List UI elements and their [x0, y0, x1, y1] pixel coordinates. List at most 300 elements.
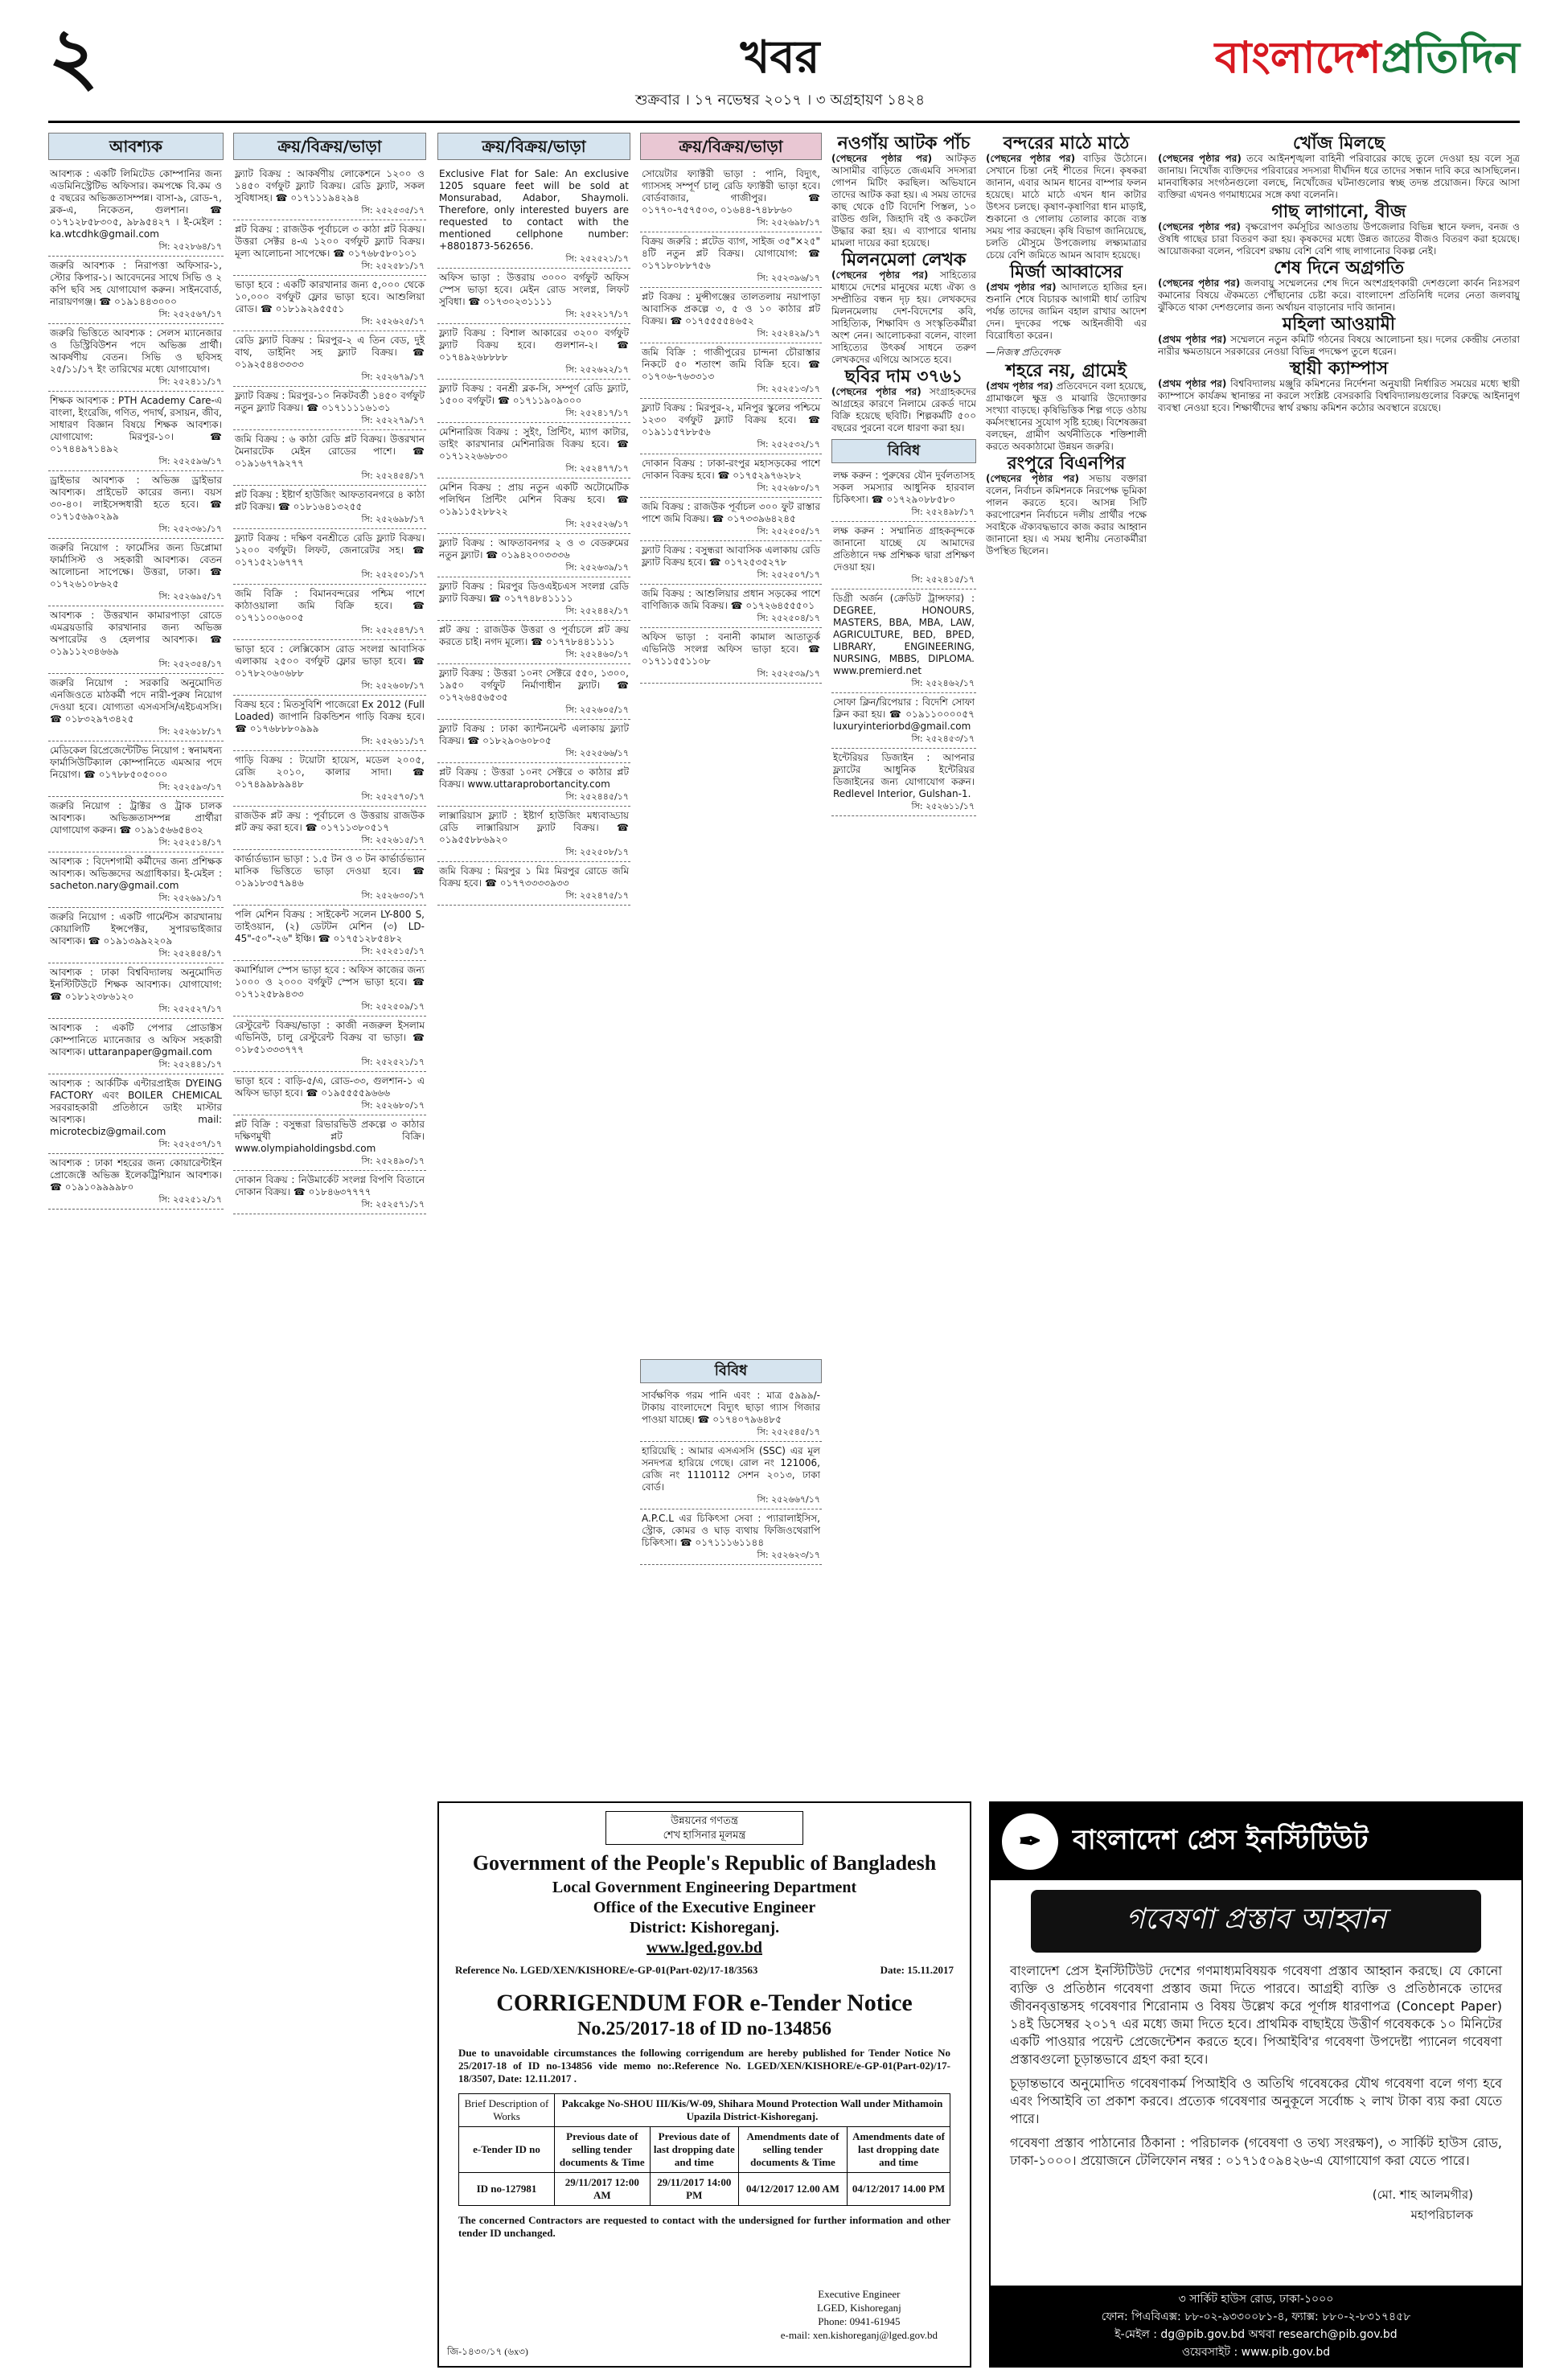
ad-text: আবশ্যক : বিদেশগামী কর্মীদের জন্য প্রশিক্ষক আবশ্যক। অভিজ্ঞদের অগ্রাধিকার। ই-মেইল : sacheton.nary@gmail.com — [50, 856, 222, 891]
ad-code: সি: ২৫২৬৯১/১৭ — [158, 893, 222, 903]
slogan-line-2: শেখ হাসিনার মূলমন্ত্র — [663, 1829, 746, 1841]
classified-ad — [233, 430, 426, 486]
classified-ad — [233, 387, 426, 430]
ad-text: প্লট বিক্রয় : মুন্সীগঞ্জের তালতলায় নয়াপাড়া আবাসিক প্রকল্পে ৩, ৫ ও ১০ কাঠার প্লট বিক্রয়। ☎ ০১৭৫৫৫৫৪৬৫২ — [642, 291, 820, 327]
ad-code: সি: ২৫২৬২৫/১৭ — [361, 316, 425, 327]
article-gach: বৃক্ষরোপণ কর্মসূচির আওতায় উপজেলার বিভিন্ন স্থানে ফলদ, বনজ ও ঔষধি গাছের চারা বিতরণ করা হয়। কৃষকদের মধ্যে উন্নত জাতের বীজও বিতরণ করা হয়েছে। আয়োজকরা বলেন, পরিবেশ রক্ষায় বেশি বেশি গাছ লাগানোর বিকল্প নেই। — [1158, 221, 1520, 257]
ad-text: ফ্ল্যাট বিক্রয় : মিরপুর ডিওএইচএস সংলগ্ন রেডি ফ্ল্যাট বিক্রয়। ☎ ০১৭৭৪৮৪১১১১ — [439, 581, 629, 604]
ad-code: সি: ২৫২৬১১/১৭ — [361, 736, 425, 746]
masthead-rule — [48, 121, 1520, 123]
ad-text: জরুরি নিয়োগ : একটি গার্মেন্টস কারখানায় কোয়ালিটি ইন্সপেক্টর, সুপারভাইজার আবশ্যক। ☎ ০১৯১৩৯৯২২০৯ — [50, 911, 222, 947]
ad-text: ফ্ল্যাট বিক্রয় : বনশ্রী ব্লক-সি, সম্পূর্ণ রেডি ফ্ল্যাট, ১৫০০ বর্গফুট। ☎ ০১৭১১৯০৯০০০ — [439, 383, 629, 406]
ad-code: সি: ২৫২৫৯৬/১৭ — [158, 456, 222, 466]
classified-ad — [233, 331, 426, 387]
ad-text: রাজউক প্লট ক্রয় : পূর্বাচলে ও উত্তরায় রাজউক প্লট ক্রয় করা হবে। ☎ ০১৭১১৩৮০৫১৭ — [235, 810, 425, 833]
classified-ad — [831, 522, 976, 589]
ad-text: অফিস ভাড়া : উত্তরায় ৩০০০ বর্গফুট অফিস স্পেস ভাড়া হবে। মেইন রোড সংলগ্ন, লিফট সুবিধা। ☎ ০১৭৩০২৩১১১১ — [439, 272, 629, 307]
ad-code: সি: ২৫২৫২৬/১৭ — [565, 519, 629, 529]
ad-text: আবশ্যক : ঢাকা শহরের জন্য কোয়ারেন্টাইন প্রোজেক্টে অভিজ্ঞ ইলেকট্রিশিয়ান আবশ্যক। ☎ ০১৯১০৯৯৯৯৮০ — [50, 1157, 222, 1193]
classified-ad — [233, 696, 426, 751]
ad-text: লক্ষ করুন : পুরুষের যৌন দুর্বলতাসহ সকল সমস্যার আধুনিক হারবাল চিকিৎসা। ☎ ০১৭২৯০৮৮৫৮০ — [833, 470, 975, 505]
ad-text: জরুরি ভিত্তিতে আবশ্যক : সেলস ম্যানেজার ও ডিস্ট্রিবিউশন পদে অভিজ্ঞ প্রার্থী। আকর্ষণীয় বেতন। সিভি ও ছবিসহ ২৫/১১/১৭ ইং তারিখের মধ্যে যোগাযোগ। — [50, 327, 222, 375]
ad-text: প্লট বিক্রয় : উত্তরা ১০নং সেক্টরে ৩ কাঠার প্লট বিক্রয়। www.uttaraprobortancity.com — [439, 766, 629, 790]
section-title: খবর — [740, 31, 820, 84]
table-header: Amendments date of selling tender documents & Time — [739, 2127, 848, 2173]
ad-code: সি: ২৫২৫১২/১৭ — [158, 1194, 222, 1205]
ad-text: আবশ্যক : আর্কটিক এন্টারপ্রাইজ DYEING FACTORY এবং BOILER CHEMICAL সরবরাহকারী প্রতিষ্ঠানে ডাইং মাস্টার আবশ্যক। mail: microtecbiz@gmail.com — [50, 1078, 222, 1137]
classified-ad — [640, 628, 822, 684]
ad-code: সি: ২৫২৪৭৫/১৭ — [565, 890, 629, 901]
classified-ad — [233, 1115, 426, 1171]
ad-text: ডিগ্রী অর্জন (ক্রেডিট ট্রান্সফার) : DEGREE, HONOURS, MASTERS, BBA, MBA, LAW, AGRICULTURE, BED, BPED, LIBRARY, ENGINEERING, NURSING, MBBS, DIPLOMA. www.premierd.net — [833, 593, 975, 676]
article-chobi: সংগ্রাহকদের আগ্রহের কারণে নিলামে রেকর্ড দামে বিক্রি হয়েছে ছবিটি। শিল্পকর্মটি ৫০০ বছরের পুরনো বলে ধারণা করা হয়। — [831, 386, 976, 433]
ad-code: সি: ২৫২৬৩৯/১৭ — [565, 562, 629, 573]
slogan-line-1: উন্নয়নের গণতন্ত্র — [671, 1814, 738, 1826]
dept-title: Local Government Engineering Department — [552, 1879, 857, 1896]
ad-code: সি: ২৫২৪৯০/১৭ — [361, 1156, 425, 1166]
article-boro-math: বাড়ির উঠোনে। সেখানে চিন্তা নেই শীতের দিনে। কৃষকরা জানান, এবার আমন ধানের বাম্পার ফলন হয়েছে। মাঠে মাঠে এখন ধান কাটার উৎসব চলছে। কৃষাণ-কৃষাণিরা ধান মাড়াই, শুকানো ও গোলায় তোলার কাজে ব্যস্ত সময় পার করছেন। কৃষি বিভাগ জানিয়েছে, চলতি মৌসুমে উপজেলায় লক্ষ্যমাত্রার চেয়ে বেশি জমিতে আমন আবাদ হয়েছে। — [986, 153, 1147, 261]
classified-ad — [233, 276, 426, 331]
logo-part2: প্রতিদিন — [1381, 31, 1520, 83]
pib-paragraph-3: গবেষণা প্রস্তাব পাঠানোর ঠিকানা : পরিচালক (গবেষণা ও তথ্য সংরক্ষণ), ৩ সার্কিট হাউস রোড, ঢাকা-১০০০। প্রয়োজনে টেলিফোন নম্বর : ০১৭১৫০৯৪২৬-এ যোগাযোগ করা যেতে পারে। — [1010, 2135, 1502, 2168]
ad-code: সি: ২৫২২১৭/১৭ — [565, 309, 629, 319]
classified-ad — [48, 324, 224, 392]
ad-text: লক্ষ করুন : সম্মানিত গ্রাহকবৃন্দকে জানানো যাচ্ছে যে আমাদের প্রতিষ্ঠানে দক্ষ প্রশিক্ষক দ্বারা প্রশিক্ষণ দেওয়া হয়। — [833, 525, 975, 573]
table-header: Amendments date of last dropping date and time — [848, 2127, 950, 2173]
ad-text: ফ্ল্যাট বিক্রয় : আফতাবনগর ২ ও ৩ বেডরুমের নতুন ফ্ল্যাট। ☎ ০১৯৪২০০৩৩৩৬ — [439, 537, 629, 561]
article-mirza: আদালতে হাজির হন। শুনানি শেষে বিচারক আগামী ধার্য তারিখ পর্যন্ত তাদের জামিন বহাল রাখার আদেশ দেন। দুদকের পক্ষে আইনজীবী এর বিরোধিতা করেন। — [986, 281, 1147, 341]
article-naogaon: আটকৃত আসামীর বাড়িতে জেএমবি সদস্যরা গোপন মিটিং করছিল। অভিযানে তাদের আটক করা হয়। এ সময় তাদের কাছ থেকে ৫টি বিদেশি পিস্তল, ১০ রাউন্ড গুলি, জিহাদি বই ও ককটেল উদ্ধার করা হয়। এ ব্যাপারে থানায় মামলা দায়ের করা হয়েছে। — [831, 153, 976, 248]
classified-ad — [233, 751, 426, 807]
classified-ad — [233, 529, 426, 585]
ad-code: সি: ২৫২৫১৩/১৭ — [757, 384, 820, 394]
classified-ad — [437, 807, 630, 862]
ad-code: সি: ২৫২২৭৯/১৭ — [361, 415, 425, 425]
classified-ad — [640, 165, 822, 232]
ad-text: কমার্শিয়াল স্পেস ভাড়া হবে : অফিস কাজের জন্য ১০০০ ও ২০০০ বর্গফুট স্পেস ভাড়া হবে। ☎ ০১৭১২৫৮৯৪৩৩ — [235, 964, 425, 1000]
pib-logo-icon: ✒ — [1002, 1813, 1058, 1870]
ad-text: জরুরি আবশ্যক : নিরাপত্তা অফিসার-১, স্টোর কিপার-১। আবেদনের সাথে সিভি ও ২ কপি ছবি সহ যোগাযোগ করুন। সাইনবোর্ড, নারায়ণগঞ্জ। ☎ ০১৯১৪৪৩০০০ — [50, 260, 222, 307]
article-rangpur: সভায় বক্তারা বলেন, নির্বাচন কমিশনকে নিরপেক্ষ ভূমিকা পালন করতে হবে। আসন্ন সিটি করপোরেশন নির্বাচনে দলীয় প্রার্থীর পক্ষে সবাইকে ঐক্যবদ্ধভাবে কাজ করার আহ্বান জানানো হয়। এ সময় স্থানীয় নেতাকর্মীরা উপস্থিত ছিলেন। — [986, 473, 1147, 557]
classified-ad — [48, 257, 224, 324]
classified-ad — [48, 471, 224, 539]
district-title: District: Kishoreganj. — [629, 1919, 780, 1937]
ad-code: সি: ২৫২৬৮০/১৭ — [757, 483, 820, 493]
headline-milan: মিলনমেলা লেখক — [841, 249, 967, 270]
table-cell: 04/12/2017 12.00 AM — [739, 2173, 848, 2206]
ad-code: সি: ২৫২৬১১/১৭ — [911, 801, 975, 811]
pib-sign-title: মহাপরিচালক — [1410, 2208, 1473, 2222]
classified-ad — [48, 674, 224, 741]
column-header: ক্রয়/বিক্রয়/ভাড়া — [640, 133, 822, 160]
ad-code: সি: ২৫২৪৫৩/১৭ — [911, 733, 975, 744]
ad-code: সি: ২৫২৫৬৬/১৭ — [565, 748, 629, 758]
table-header: Previous date of last dropping date and time — [650, 2127, 738, 2173]
ad-text: ভাড়া হবে : লেক্সিকোস রোড সংলগ্ন আবাসিক এলাকায় ২৫০০ বর্গফুট ফ্লোর ভাড়া হবে। ☎ ০১৭৮২০৬০৬৮৮ — [235, 643, 425, 679]
ad-text: সার্বক্ষণিক গরম পানি এবং : মাত্র ৫৯৯৯/- টাকায় বাংলাদেশে বিদ্যুৎ ছাড়া গ্যাস গিজার পাওয়া যাচ্ছে। ☎ ০১৭৪০৭৯৬৪৮৫ — [642, 1390, 820, 1425]
classified-ad — [640, 585, 822, 628]
ad-code: সি: ২৫২৪৪২/১৭ — [565, 606, 629, 616]
page-number: ২ — [48, 10, 99, 101]
classified-ad — [640, 399, 822, 454]
headline-shesh: শেষ দিনে অগ্রগতি — [1274, 257, 1404, 278]
bibidh-column — [640, 1359, 822, 1785]
classified-column-1 — [48, 133, 224, 2360]
ad-text: ভাড়া হবে : একটি কারখানার জন্য ৫,০০০ থেকে ১০,০০০ বর্গফুট ফ্লোর ভাড়া হবে। আশুলিয়া রোড। ☎ ০১৮১৯২৯৫৫৫১ — [235, 279, 425, 314]
ad-text: আবশ্যক : একটি লিমিটেড কোম্পানির জন্য এডমিনিস্ট্রেটিভ অফিসার। কমপক্ষে বি.কম ও ৫ বছরের অভিজ্ঞতাসম্পন্ন। বাসা-৯, রোড-৭, ব্লক-এ, নিকেতন, গুলশান। ☎ ০১৭১২৮৫৮৩০৫, ৯৮৯৫৪২৭ । ই-মেইল : ka.wtcdhk@gmail.com — [50, 168, 222, 240]
ad-code: সি: ২৫২৪১১/১৭ — [158, 376, 222, 387]
article-shohor: প্রতিবেদনে বলা হয়েছে, গ্রামাঞ্চলে ক্ষুদ্র ও মাঝারি উদ্যোক্তার সংখ্যা বাড়ছে। কৃষিভিত্তিক শিল্প গড়ে ওঠায় কর্মসংস্থানের সুযোগ সৃষ্টি হচ্ছে। বিশেষজ্ঞরা বলছেন, গ্রামীণ অর্থনীতিকে শক্তিশালী করতে অবকাঠামো উন্নয়ন জরুরি। — [986, 380, 1147, 452]
closing-paragraph: The concerned Contractors are requested to contact with the undersigned for further information and other tender ID unchanged. — [458, 2214, 950, 2239]
ad-text: ইন্টেরিয়র ডিজাইন : আপনার ফ্ল্যাটের আধুনিক ইন্টেরিয়র ডিজাইনের জন্য যোগাযোগ করুন। Redlevel Interior, Gulshan-1. — [833, 752, 975, 799]
ad-text: হারিয়েছি : আমার এসএসসি (SSC) এর মূল সনদপত্র হারিয়ে গেছে। রোল নং 121006, রেজি নং 1110112 সেশন ২০১৩, ঢাকা বোর্ড। — [642, 1445, 820, 1493]
pib-header — [991, 1803, 1521, 1880]
classified-ad — [48, 1019, 224, 1074]
ad-text: গাড়ি বিক্রয় : টয়োটা হায়েস, মডেল ২০০৫, রেজি ২০১০, কালার সাদা। ☎ ০১৭৪৯৯৮৯৯৪৮ — [235, 754, 425, 790]
pib-signature — [991, 2186, 1521, 2226]
pib-phone: ফোন: পিএবিএক্স: ৮৮-০২-৯৩৩০০৮১-৪, ফ্যাক্স: ৮৮০-২-৮৩১৭৪৫৮ — [1101, 2310, 1411, 2323]
ad-text: সোয়েটার ফ্যাক্টরী ভাড়া : পানি, বিদ্যুৎ, গ্যাসসহ সম্পূর্ণ চালু রেডি ফ্যাক্টরী ভাড়া হবে। বোর্ডবাজার, গাজীপুর। ☎ ০১৭৭০-৭৫৭৫০৩, ০১৬৪৪-৭৪৮৮৬০ — [642, 168, 820, 216]
article-khoj: তবে আইনশৃঙ্খলা বাহিনী পরিবারের কাছে তুলে দেওয়া হয় বলে সূত্র জানায়। নিখোঁজ ব্যক্তিদের পরিবারের সদস্যরা দীর্ঘদিন ধরে তাদের সন্ধান দাবি করে আসছিলেন। মানবাধিকার সংগঠনগুলো বলছে, নিখোঁজের ঘটনাগুলোর স্বচ্ছ তদন্ত প্রয়োজন। ফিরে আসা ব্যক্তিরা এখনও গণমাধ্যমের সঙ্গে কথা বলেননি। — [1158, 153, 1520, 200]
ad-code: সি: ২৫২৩৯৬/১৭ — [757, 273, 820, 283]
ad-code: সি: ২৫২৬১৮/১৭ — [158, 726, 222, 737]
reference-date: Date: 15.11.2017 — [880, 1964, 954, 1976]
ad-text: শিক্ষক আবশ্যক : PTH Academy Care-এ বাংলা, ইংরেজি, গণিত, পদার্থ, রসায়ন, জীব, সাধারণ বিজ্ঞান বিষয়ে শিক্ষক আবশ্যক। যোগাযোগ: মিরপুর-১০। ☎ ০১৭৪৪৯৭১৪৯২ — [50, 395, 222, 454]
ad-text: মেডিকেল রিপ্রেজেন্টেটিভ নিয়োগ : স্বনামধন্য ফার্মাসিউটিক্যাল কোম্পানিতে এমআর পদে নিয়োগ। ☎ ০১৭৮৮৫০৫০০০ — [50, 745, 222, 780]
ad-code: সি: ২৫২৪৯৮/১৭ — [911, 507, 975, 517]
ad-text: জমি বিক্রয় : রাজউক পূর্বাচল ৩০০ ফুট রাস্তার পাশে জমি বিক্রয়। ☎ ০১৭৩৩৯৬৪২৪৫ — [642, 501, 820, 524]
ad-text: লাক্সারিয়াস ফ্ল্যাট : ইষ্টার্ণ হাউজিং মধ্যবাড্ডায় রেডি লাক্সারিয়াস ফ্ল্যাট বিক্রয়। ☎ ০১৯৫৫৮৮৬৯২০ — [439, 810, 629, 845]
ad-text: অফিস ভাড়া : বনানী কামাল আতাতুর্ক এভিনিউ সংলগ্ন অফিস ভাড়া হবে। ☎ ০১৭১১৫৫১১০৮ — [642, 631, 820, 667]
table-cell: 04/12/2017 14.00 PM — [848, 2173, 950, 2206]
classified-ad — [48, 539, 224, 606]
ad-code: সি: ২৫২৫৩৭/১৭ — [158, 1139, 222, 1149]
ad-text: A.P.C.L এর চিকিৎসা সেবা : প্যারালাইসিস, স্ট্রোক, কোমর ও ঘাড় ব্যথায় ফিজিওথেরাপি চিকিৎসা। ☎ ০১৭১১১৬১১৪৪ — [642, 1513, 820, 1548]
ad-code: সি: ২৫২৫৮১/১৭ — [361, 261, 425, 271]
classified-ad — [48, 797, 224, 852]
ad-code: সি: ২৫২৬৭৯/১৭ — [361, 372, 425, 382]
pib-body — [991, 1962, 1521, 2170]
classified-ad — [233, 906, 426, 961]
ad-code: সি: ২৫২৪১৭/১৭ — [565, 408, 629, 418]
ad-code: সি: ২৫২৫৩২/১৭ — [757, 439, 820, 450]
ad-code: সি: ২৫২৩৬১/১৭ — [158, 524, 222, 534]
classified-ad — [831, 693, 976, 749]
ad-code: সি: ২৫২৫০৮/১৭ — [565, 847, 629, 857]
classified-ad — [437, 862, 630, 906]
ad-code: সি: ২৫২৪৬২/১৭ — [911, 678, 975, 688]
date-line: শুক্রবার । ১৭ নভেম্বর ২০১৭ । ৩ অগ্রহায়ণ ১৪২৪ — [634, 92, 926, 109]
classified-ad — [48, 1074, 224, 1154]
ad-code: সি: ২৫২৫৭০/১৭ — [361, 791, 425, 802]
ad-code: সি: ২৫২৬২৩/১৭ — [757, 1550, 820, 1560]
ad-text: ফ্ল্যাট বিক্রয় : আকর্ষণীয় লোকেশনে ১২০০ ও ১৪৫০ বর্গফুট ফ্ল্যাট বিক্রয়। রেডি ফ্ল্যাট, সকল সুবিধাসহ। ☎ ০১৭১১১৯৪২৯৪ — [235, 168, 425, 203]
classified-column-2 — [233, 133, 426, 2360]
headline-khoj: খোঁজ মিলছে — [1292, 133, 1385, 154]
column-header: আবশ্যক — [48, 133, 224, 160]
pib-paragraph-1: বাংলাদেশ প্রেস ইনস্টিটিউট দেশের গণমাধ্যমবিষয়ক গবেষণা প্রস্তাব আহ্বান করছে। যে কোনো ব্যক্তি ও প্রতিষ্ঠান গবেষণা প্রস্তাব জমা দিতে পারবে। আগ্রহী ব্যক্তি ও প্রতিষ্ঠানকে তাদের জীবনবৃত্তান্তসহ গবেষণার শিরোনাম ও বিষয় উল্লেখ করে পূর্ণাঙ্গ ধারণাপত্র (Concept Paper) ১৪ই ডিসেম্বর ২০১৭ এর মধ্যে জমা দিতে হবে। প্রাথমিক বাছাইয়ে উত্তীর্ণ গবেষককে ১০ মিনিটের একটি পাওয়ার পয়েন্ট প্রেজেন্টেশন করতে হবে। পিআইবি'র গবেষণা উপদেষ্টা প্যানেল গবেষণা প্রস্তাবগুলো চূড়ান্তভাবে গ্রহণ করা হবে। — [1010, 1963, 1502, 2067]
ad-text: আবশ্যক : উত্তরখান কামারপাড়া রোডে এমব্রয়ডারি কারখানার জন্য অভিজ্ঞ অপারেটর ও হেলপার আবশ্যক। ☎ ০১৯১১২৩৪৬৬৯ — [50, 610, 222, 657]
ad-code: সি: ২৫২৮৬৪/১৭ — [158, 241, 222, 252]
ad-text: ভাড়া হবে : বাড়ি-৫/এ, রোড-৩৩, গুলশান-১ এ অফিস ভাড়া হবে। ☎ ০১৯৫৫৫৫৯৬৬৬ — [235, 1075, 425, 1099]
headline-naogaon: নওগাঁয় আটক পাঁচ — [837, 133, 971, 154]
classified-ad — [640, 1442, 822, 1509]
ad-text: জমি বিক্রি : বিমানবন্দরের পশ্চিম পাশে কাঠাওয়ালা জমি বিক্রি হবে। ☎ ০১৭১১০০৬০০৫ — [235, 588, 425, 623]
classified-column-4 — [640, 133, 822, 1339]
article-shesh: জলবায়ু সম্মেলনের শেষ দিনে অংশগ্রহণকারী দেশগুলো কার্বন নিঃসরণ কমানোর বিষয়ে ঐকমত্যে পৌঁছানোর চেষ্টা করে। বাংলাদেশ প্রতিনিধি দলের নেতা জলবায়ু ঝুঁকিতে থাকা দেশগুলোর জন্য অর্থায়ন বাড়ানোর দাবি জানান। — [1158, 277, 1520, 313]
ad-text: সোফা ক্লিন/রিপেয়ার : বিদেশি সোফা ক্লিন করা হয়। ☎ ০১৯১১০০০০৫৭ luxuryinteriorbd@gmail.com — [833, 696, 975, 732]
headline-mirza: মির্জা আব্বাসের — [1009, 261, 1123, 282]
ad-code: সি: ২৫২৫২১/১৭ — [361, 1057, 425, 1067]
ad-text: জমি বিক্রয় : ৬ কাঠা রেডি প্লট বিক্রয়। উত্তরখান মৈনারটেক মেইন রোডের পাশে। ☎ ০১৯১৬৭৭৯২৭৭ — [235, 433, 425, 469]
headline-shohor: শহরে নয়, গ্রামেই — [1006, 360, 1127, 381]
ad-code: সি: ২৫২৬৩০/১৭ — [361, 890, 425, 901]
classified-ad — [437, 478, 630, 534]
pib-paragraph-2: চূড়ান্তভাবে অনুমোদিত গবেষণাকর্ম পিআইবি ও অতিথি গবেষকের যৌথ গবেষণা বলে গণ্য হবে এবং পিআইবি তা প্রকাশ করবে। প্রত্যেক গবেষণার অনুকূলে সর্বোচ্চ ২ লাখ টাকা ব্যয় করা যেতে পারে। — [1010, 2076, 1502, 2126]
headline-gach: গাছ লাগানো, বীজ — [1271, 201, 1406, 222]
masthead — [48, 10, 1520, 113]
ad-text: জরুরি নিয়োগ : ট্রাক্টর ও ট্রাক চালক আবশ্যক। অভিজ্ঞতাসম্পন্ন প্রার্থীরা যোগাযোগ করুন। ☎ ০১৯১৫৬৬৫৪৩২ — [50, 800, 222, 836]
ad-text: ড্রাইভার আবশ্যক : অভিজ্ঞ ড্রাইভার আবশ্যক। প্রাইভেট কারের জন্য। বয়স ৩০-৪০। লাইসেন্সধারী হতে হবে। ☎ ০১৭১৫৬৯০২৯৯ — [50, 474, 222, 522]
tender-table — [458, 2093, 950, 2206]
news-column-6: বন্দরের মাঠে মাঠে (পেছনের পৃষ্ঠার পর) বাড়ির উঠোনে। সেখানে চিন্তা নেই শীতের দিনে। কৃষকরা জানান, এবার আমন ধানের বাম্পার ফলন হয়েছে। মাঠে মাঠে এখন ধান কাটার উৎসব চলছে। কৃষাণ-কৃষাণিরা ধান মাড়াই, শুকানো ও গোলায় তোলার কাজে ব্যস্ত সময় পার করছেন। কৃষি বিভাগ জানিয়েছে, চলতি মৌসুমে উপজেলায় লক্ষ্যমাত্রার চেয়ে বেশি জমিতে আমন আবাদ হয়েছে। মির্জা আব্বাসের (প্রথম পৃষ্ঠার পর) আদালতে হাজির হন। শুনানি শেষে বিচারক আগামী ধার্য তারিখ পর্যন্ত তাদের জামিন বহাল রাখার আদেশ দেন। দুদকের পক্ষে আইনজীবী এর বিরোধিতা করেন। —নিজস্ব প্রতিবেদক শহরে নয়, গ্রামেই (প্রথম পৃষ্ঠার পর) প্রতিবেদনে বলা হয়েছে, গ্রামাঞ্চলে ক্ষুদ্র ও মাঝারি উদ্যোক্তার সংখ্যা বাড়ছে। কৃষিভিত্তিক শিল্প গড়ে ওঠায় কর্মসংস্থানের সুযোগ সৃষ্টি হচ্ছে। বিশেষজ্ঞরা বলছেন, গ্রামীণ অর্থনীতিকে শক্তিশালী করতে অবকাঠামো উন্নয়ন জরুরি। রংপুরে বিএনপির (পেছনের পৃষ্ঠার পর) সভায় বক্তারা বলেন, নির্বাচন কমিশনকে নিরপেক্ষ ভূমিকা পালন করতে হবে। আসন্ন সিটি করপোরেশন নির্বাচনে দলীয় প্রার্থীর পক্ষে সবাইকে ঐক্যবদ্ধভাবে কাজ করার আহ্বান জানানো হয়। এ সময় স্থানীয় নেতাকর্মীরা উপস্থিত ছিলেন। — [986, 133, 1147, 557]
pib-sign-name: (মো. শাহ আলমগীর) — [1372, 2187, 1473, 2202]
ad-text: ফ্ল্যাট বিক্রয় : মিরপুর-১০ নিকটবর্তী ১৪৫০ বর্গফুট নতুন ফ্ল্যাট বিক্রয়। ☎ ০১৭১১১১৬১৩১ — [235, 390, 425, 413]
ad-code: সি: ২৫২৪৪১/১৭ — [158, 1059, 222, 1070]
ad-text: প্লট বিক্রি : বসুন্ধরা রিভারভিউ প্রকল্পে ৩ কাঠার দক্ষিণমুখী প্লট বিক্রি। www.olympiaholdingsbd.com — [235, 1119, 425, 1154]
ad-text: Exclusive Flat for Sale: An exclusive 1205 square feet will be sold at Monsurabad, Adabor, Shaymoli. Therefore, only interested buyers are requested to contact with the mentioned cellphone number: +8801873-562656. — [439, 168, 629, 252]
ad-text: বিক্রয় হবে : মিতসুবিশি পাজেরো Ex 2012 (Full Loaded) জাপানি রিকন্ডিশন গাড়ি বিক্রয় হবে। ☎ ০১৭৬৮৮৮০৯৯৯ — [235, 699, 425, 734]
article-milan: সাহিত্যের মাধ্যমে দেশের মানুষের মধ্যে ঐক্য ও সম্প্রীতির বন্ধন দৃঢ় হয়। লেখকদের মিলনমেলায় দেশ-বিদেশের কবি, সাহিত্যিক, শিক্ষাবিদ ও সংস্কৃতিকর্মীরা অংশ নেন। আলোচকরা বলেন, বাংলা সাহিত্যের উৎকর্ষ সাধনে তরুণ লেখকদের এগিয়ে আসতে হবে। — [831, 269, 976, 365]
classified-ad — [233, 1017, 426, 1072]
classified-ad — [437, 621, 630, 664]
pib-name: বাংলাদেশ প্রেস ইনস্টিটিউট — [1073, 1823, 1369, 1856]
ad-text: জমি বিক্রি : গাজীপুরের চান্দনা চৌরাস্তার নিকটে ৫০ শতাংশ জমি বিক্রি হবে। ☎ ০১৭০৬-৭৬৩৩১৩ — [642, 347, 820, 382]
slogan-box — [605, 1811, 803, 1845]
pib-email[interactable]: ই-মেইল : dg@pib.gov.bd অথবা research@pib.gov.bd — [1114, 2328, 1398, 2341]
classified-ad — [640, 343, 822, 399]
ad-text: প্লট বিক্রয় : রাজউক পূর্বাচলে ৩ কাঠা প্লট বিক্রয়। উত্তরা সেক্টর ৪-এ ১২০০ বর্গফুট ফ্ল্যাট বিক্রয়। মূল্য আলোচনা সাপেক্ষে। ☎ ০১৭৬৮৫৮০১০১ — [235, 224, 425, 259]
classified-ad — [48, 741, 224, 797]
tender-notice — [437, 1801, 971, 2368]
classified-ad — [233, 640, 426, 696]
brief-label: Brief Description of Works — [459, 2094, 555, 2127]
notice-number: No.25/2017-18 of ID no-134856 — [577, 2019, 831, 2039]
ad-text: জরুরি নিয়োগ : ফার্মেসির জন্য ডিপ্লোমা ফার্মাসিস্ট ও সহকারী আবশ্যক। বেতন আলোচনা সাপেক্ষে। উত্তরা, ঢাকা। ☎ ০১৭২৬১০৮৬২৫ — [50, 542, 222, 589]
classified-ad — [437, 269, 630, 324]
ad-text: জমি বিক্রয় : মিরপুর ১ মিঃ মিরপুর রোডে জমি বিক্রয় হবে। ☎ ০১৭৭৩৩৩৩৯৩৩ — [439, 865, 629, 889]
corrigendum-title: CORRIGENDUM FOR e-Tender Notice — [496, 1990, 913, 2016]
column-header: ক্রয়/বিক্রয়/ভাড়া — [437, 133, 630, 160]
ad-code: সি: ২৫২৫০৪/১৭ — [757, 613, 820, 623]
pib-website[interactable]: ওয়েবসাইট : www.pib.gov.bd — [1181, 2346, 1331, 2359]
ad-text: ফ্ল্যাট বিক্রয় : মিরপুর-২, মনিপুর স্কুলের পশ্চিমে ১২৩০ বর্গফুট ফ্ল্যাট বিক্রয় হবে। ☎ ০১৯১১৫৭৮৮৫৬ — [642, 402, 820, 437]
table-header: Previous date of selling tender documents & Time — [555, 2127, 651, 2173]
ad-text: ফ্ল্যাট বিক্রয় : বসুন্ধরা আবাসিক এলাকায় রেডি ফ্ল্যাট বিক্রয় হবে। ☎ ০১৭২৫৩৫২৭৮ — [642, 544, 820, 568]
ad-code: সি: ২৫২৬০৮/১৭ — [361, 680, 425, 691]
ad-code: জি-১৪৩০/১৭ (৬x৩) — [447, 2346, 528, 2357]
ad-code: সি: ২৫২৫৩৫/১৭ — [361, 205, 425, 216]
classified-ad — [831, 589, 976, 693]
classified-ad — [640, 498, 822, 541]
table-header: e-Tender ID no — [459, 2127, 555, 2173]
sign-phone: Phone: 0941-61945 — [818, 2315, 901, 2327]
ad-code: সি: ২৫২৬৬৭/১৭ — [757, 1494, 820, 1505]
article-mohila: সম্মেলনে নতুন কমিটি গঠনের বিষয়ে আলোচনা হয়। দলের কেন্দ্রীয় নেতারা নারীর ক্ষমতায়নে সরকারের নেওয়া বিভিন্ন পদক্ষেপ তুলে ধরেন। — [1158, 334, 1520, 357]
classified-ad — [233, 961, 426, 1017]
ad-text: বিক্রয় জরুরি : প্লটেড ব্যাগ, সাইজ ৩৫"×২৫" ৪টি নতুন প্লট বিক্রয়। যোগাযোগ: ☎ ০১৭১৮০৮৮৭৫৬ — [642, 236, 820, 271]
ad-code: সি: ২৫২৫০৭/১৭ — [757, 569, 820, 580]
ad-code: সি: ২৫২৬৮০/১৭ — [361, 1100, 425, 1111]
classified-ad — [437, 577, 630, 621]
ad-code: সি: ২৫২৫৭১/১৭ — [361, 1199, 425, 1210]
column-header: ক্রয়/বিক্রয়/ভাড়া — [233, 133, 426, 160]
classified-ad — [233, 220, 426, 276]
article-campus: বিশ্ববিদ্যালয় মঞ্জুরি কমিশনের নির্দেশনা অনুযায়ী নির্ধারিত সময়ের মধ্যে স্থায়ী ক্যাম্পাসে কার্যক্রম স্থানান্তর না করলে সংশ্লিষ্ট বেসরকারি বিশ্ববিদ্যালয়গুলোর বিরুদ্ধে আইনানুগ ব্যবস্থা নেওয়া হবে। শিক্ষার্থীদের স্বার্থ রক্ষায় কমিশন কঠোর অবস্থানে রয়েছে। — [1158, 378, 1520, 413]
classified-ad — [437, 763, 630, 807]
ad-code: সি: ২৫২৬১৫/১৭ — [361, 835, 425, 845]
brief-value: Pakcakge No-SHOU III/Kis/W-09, Shihara Mound Protection Wall under Mithamoin Upazila District-Kishoreganj. — [555, 2094, 950, 2127]
table-cell: ID no-127981 — [459, 2173, 555, 2206]
ad-code: সি: ২৫২৪২৯/১৭ — [757, 328, 820, 339]
sign-office: LGED, Kishoreganj — [817, 2302, 901, 2314]
ad-code: সি: ২৫২৫৪৫/১৭ — [757, 1427, 820, 1437]
classified-ad — [233, 807, 426, 850]
bibidh-header-2: বিবিধ — [831, 439, 976, 463]
news-column-7: খোঁজ মিলছে (পেছনের পৃষ্ঠার পর) তবে আইনশৃঙ্খলা বাহিনী পরিবারের কাছে তুলে দেওয়া হয় বলে সূত্র জানায়। নিখোঁজ ব্যক্তিদের পরিবারের সদস্যরা দীর্ঘদিন ধরে তাদের সন্ধান দাবি করে আসছিলেন। মানবাধিকার সংগঠনগুলো বলছে, নিখোঁজের ঘটনাগুলোর স্বচ্ছ তদন্ত প্রয়োজন। ফিরে আসা ব্যক্তিরা এখনও গণমাধ্যমের সঙ্গে কথা বলেননি। গাছ লাগানো, বীজ (পেছনের পৃষ্ঠার পর) বৃক্ষরোপণ কর্মসূচির আওতায় উপজেলার বিভিন্ন স্থানে ফলদ, বনজ ও ঔষধি গাছের চারা বিতরণ করা হয়। কৃষকদের মধ্যে উন্নত জাতের বীজও বিতরণ করা হয়েছে। আয়োজকরা বলেন, পরিবেশ রক্ষায় বেশি বেশি গাছ লাগানোর বিকল্প নেই। শেষ দিনে অগ্রগতি (পেছনের পৃষ্ঠার পর) জলবায়ু সম্মেলনের শেষ দিনে অংশগ্রহণকারী দেশগুলো কার্বন নিঃসরণ কমানোর বিষয়ে ঐকমত্যে পৌঁছানোর চেষ্টা করে। বাংলাদেশ প্রতিনিধি দলের নেতা জলবায়ু ঝুঁকিতে থাকা দেশগুলোর জন্য অর্থায়ন বাড়ানোর দাবি জানান। মহিলা আওয়ামী (প্রথম পৃষ্ঠার পর) সম্মেলনে নতুন কমিটি গঠনের বিষয়ে আলোচনা হয়। দলের কেন্দ্রীয় নেতারা নারীর ক্ষমতায়নে সরকারের নেওয়া বিভিন্ন পদক্ষেপ তুলে ধরেন। স্থায়ী ক্যাম্পাস (প্রথম পৃষ্ঠার পর) বিশ্ববিদ্যালয় মঞ্জুরি কমিশনের নির্দেশনা অনুযায়ী নির্ধারিত সময়ের মধ্যে স্থায়ী ক্যাম্পাসে কার্যক্রম স্থানান্তর না করলে সংশ্লিষ্ট বেসরকারি বিশ্ববিদ্যালয়গুলোর বিরুদ্ধে আইনানুগ ব্যবস্থা নেওয়া হবে। শিক্ষার্থীদের স্বার্থ রক্ষায় কমিশন কঠোর অবস্থানে রয়েছে। — [1158, 133, 1520, 413]
classified-column-3 — [437, 133, 630, 1789]
byline: —নিজস্ব প্রতিবেদক — [986, 347, 1061, 358]
classified-ad — [48, 606, 224, 674]
ad-code: সি: ২৫২৫১৪/১৭ — [158, 837, 222, 848]
ad-code: সি: ২৫২৫০৫/১৭ — [757, 526, 820, 536]
classified-ad — [48, 392, 224, 471]
corrigendum-paragraph: Due to unavoidable circumstances the following corrigendum are hereby published for Tender Notice No 25/2017-18 of ID no-134856 vide memo no:.Reference No. LGED/XEN/KISHORE/e-GP-01(Part-02)/17-18/3507, Date: 12.11.2017 . — [458, 2047, 950, 2084]
classified-ad — [437, 664, 630, 720]
headline-mohila: মহিলা আওয়ামী — [1282, 314, 1396, 335]
ad-code: সি: ২৫২৫২১/১৭ — [565, 253, 629, 264]
ad-code: সি: ২৫২৪৫৪/১৭ — [361, 470, 425, 481]
ad-text: জরুরি নিয়োগ : সরকারি অনুমোদিত এনজিওতে মাঠকর্মী পদে নারী-পুরুষ নিয়োগ দেওয়া হবে। যোগ্যতা এসএসসি/এইচএসসি। ☎ ০১৮৩২৯৭৩৪২৫ — [50, 677, 222, 725]
ad-text: আবশ্যক : একটি পেপার প্রোডাক্টস কোম্পানিতে ম্যানেজার ও অফিস সহকারী আবশ্যক। uttaranpaper@gmail.com — [50, 1022, 222, 1058]
ad-code: সি: ২৫২৬৯৫/১৭ — [158, 591, 222, 602]
pib-address: ৩ সার্কিট হাউস রোড, ঢাকা-১০০০ — [1178, 2293, 1334, 2306]
classified-ad — [640, 1386, 822, 1442]
ad-text: প্লট বিক্রয় : ইষ্টার্ণ হাউজিং আফতাবনগরে ৪ কাঠা প্লট বিক্রয়। ☎ ০১৮১৬৪১৩২৫৫ — [235, 489, 425, 512]
pib-footer — [991, 2286, 1521, 2366]
ad-code: সি: ২৫২৫৬৭/১৭ — [158, 309, 222, 319]
ad-text: কার্ভার্ডভ্যান ভাড়া : ১.৫ টন ও ৩ টন কার্ভার্ডভ্যান মাসিক ভিত্তিতে ভাড়া দেওয়া হবে। ☎ ০১৯১৮৩৫৭৯৪৬ — [235, 853, 425, 889]
ad-code: সি: ২৫২৫১৫/১৭ — [361, 946, 425, 956]
classified-ad — [831, 466, 976, 522]
ad-code: সি: ২৫২৪৭৭/১৭ — [565, 463, 629, 474]
table-cell: 29/11/2017 12:00 AM — [555, 2173, 651, 2206]
news-column-5: নওগাঁয় আটক পাঁচ (পেছনের পৃষ্ঠার পর) আটকৃত আসামীর বাড়িতে জেএমবি সদস্যরা গোপন মিটিং করছিল। অভিযানে তাদের আটক করা হয়। এ সময় তাদের কাছ থেকে ৫টি বিদেশি পিস্তল, ১০ রাউন্ড গুলি, জিহাদি বই ও ককটেল উদ্ধার করা হয়। এ ব্যাপারে থানায় মামলা দায়ের করা হয়েছে। মিলনমেলা লেখক (পেছনের পৃষ্ঠার পর) সাহিত্যের মাধ্যমে দেশের মানুষের মধ্যে ঐক্য ও সম্প্রীতির বন্ধন দৃঢ় হয়। লেখকদের মিলনমেলায় দেশ-বিদেশের কবি, সাহিত্যিক, শিক্ষাবিদ ও সংস্কৃতিকর্মীরা অংশ নেন। আলোচকরা বলেন, বাংলা সাহিত্যের উৎকর্ষ সাধনে তরুণ লেখকদের এগিয়ে আসতে হবে। ছবির দাম ৩৭৬১ (পেছনের পৃষ্ঠার পর) সংগ্রাহকদের আগ্রহের কারণে নিলামে রেকর্ড দামে বিক্রি হয়েছে ছবিটি। শিল্পকর্মটি ৫০০ বছরের পুরনো বলে ধারণা করা হয়। বিবিধ লক্ষ করুন : পুরুষের যৌন দুর্বলতাসহ সকল সমস্যার আধুনিক হারবাল চিকিৎসা। ☎ ০১৭২৯০৮৮৫৮০ সি: ২৫২৪৯৮/১৭ লক্ষ করুন : সম্মানিত গ্রাহকবৃন্দকে জানানো যাচ্ছে যে আমাদের প্রতিষ্ঠানে দক্ষ প্রশিক্ষক দ্বারা প্রশিক্ষণ দেওয়া হয়। সি: ২৫২৪১৫/১৭ ডিগ্রী অর্জন (ক্রেডিট ট্রান্সফার) : DEGREE, HONOURS, MASTERS, BBA, MBA, LAW, AGRICULTURE, BED, BPED, LIBRARY, ENGINEERING, NURSING, MBBS, DIPLOMA. www.premierd.net সি: ২৫২৪৬২/১৭ সোফা ক্লিন/রিপেয়ার : বিদেশি সোফা ক্লিন করা হয়। ☎ ০১৯১১০০০০৫৭ luxuryinteriorbd@gmail.com সি: ২৫২৪৫৩/১৭ ইন্টেরিয়র ডিজাইন : আপনার ফ্ল্যাটের আধুনিক ইন্টেরিয়র ডিজাইনের জন্য যোগাযোগ করুন। Redlevel Interior, Gulshan-1. সি: ২৫২৬১১/১৭ — [831, 133, 976, 1789]
ad-text: পলি মেশিন বিক্রয় : সাইকেন্ট সলেন LY-800 S, তাইওয়ান, (২) ডেটটন মেশিন (৩) LD-45"-৫০"-২৬" ইঞ্চি। ☎ ০১৭৫১২৮৫৪৮২ — [235, 909, 425, 944]
classified-ad — [640, 232, 822, 288]
ad-code: সি: ২৫২৫৩৯/১৭ — [757, 668, 820, 679]
classified-ad — [437, 534, 630, 577]
classified-ad — [437, 380, 630, 423]
classified-ad — [233, 486, 426, 529]
classified-ad — [640, 454, 822, 498]
classified-ad — [233, 1072, 426, 1115]
table-cell: 29/11/2017 14:00 PM — [650, 2173, 738, 2206]
logo-part1: বাংলাদেশ — [1214, 31, 1381, 83]
pib-advertisement — [989, 1801, 1523, 2368]
classified-ad — [48, 908, 224, 963]
ad-text: ফ্ল্যাট বিক্রয় : উত্তরা ১০নং সেক্টরে ৫৫০, ১৩০০, ১৯৫০ বর্গফুট নির্মাণাধীন ফ্ল্যাট। ☎ ০১৭২৬৪৫৬৫৩৫ — [439, 667, 629, 703]
ad-text: রেস্টুরেন্ট বিক্রয়/ভাড়া : কাজী নজরুল ইসলাম এভিনিউ, চালু রেস্টুরেন্ট বিক্রয় বা ভাড়া। ☎ ০১৮৫১৩৩৩৭৭৭ — [235, 1020, 425, 1055]
signature-block — [781, 2287, 938, 2342]
classified-ad — [437, 720, 630, 763]
ad-text: রেডি ফ্ল্যাট বিক্রয় : মিরপুর-২ এ তিন বেড, দুই বাথ, ডাইনিং সহ ফ্ল্যাট বিক্রয়। ☎ ০১৯২৫৪৪৩৩৩৩ — [235, 335, 425, 370]
ad-text: ফ্ল্যাট বিক্রয় : ঢাকা ক্যান্টনমেন্ট এলাকায় ফ্ল্যাট বিক্রয়। ☎ ০১৮২৯০৬০৮০৫ — [439, 723, 629, 746]
newspaper-logo — [1215, 24, 1520, 97]
ad-text: প্লট ক্রয় : রাজউক উত্তরা ও পূর্বাচলে প্লট ক্রয় করতে চাই। নগদ মূল্যে। ☎ ০১৭৭৮৪৪১১১১ — [439, 624, 629, 647]
website-link[interactable]: www.lged.gov.bd — [646, 1939, 762, 1957]
ad-code: সি: ২৫২৫০১/১৭ — [361, 569, 425, 580]
sign-title: Executive Engineer — [818, 2288, 901, 2300]
ad-text: ফ্ল্যাট বিক্রয় : দক্ষিণ বনশ্রীতে রেডি ফ্ল্যাট বিক্রয়। ১২০০ বর্গফুট। লিফট, জেনারেটর সহ। ☎ ০১৭১৫২১৬৭৭৭ — [235, 532, 425, 568]
reference-no: Reference No. LGED/XEN/KISHORE/e-GP-01(Part-02)/17-18/3563 — [455, 1964, 758, 1976]
ad-text: আবশ্যক : ঢাকা বিশ্ববিদ্যালয় অনুমোদিত ইনস্টিটিউটে শিক্ষক আবশ্যক। যোগাযোগ: ☎ ০১৮১২৩৮৬১২০ — [50, 967, 222, 1002]
ad-code: সি: ২৫২৬২২/১৭ — [565, 364, 629, 375]
ad-code: সি: ২৫২৫৯৩/১৭ — [158, 782, 222, 792]
headline-campus: স্থায়ী ক্যাম্পাস — [1289, 358, 1389, 379]
ad-code: সি: ২৫২৪৬০/১৭ — [565, 649, 629, 659]
ad-text: দোকান বিক্রয় : নিউমার্কেট সংলগ্ন বিপণি বিতানে দোকান বিক্রয়। ☎ ০১৮৪৬৩৭৭৭৭ — [235, 1174, 425, 1197]
headline-rangpur: রংপুরে বিএনপির — [1007, 453, 1126, 474]
table-row — [459, 2173, 950, 2206]
classified-ad — [233, 850, 426, 906]
ad-code: সি: ২৫২৫০৯/১৭ — [361, 1001, 425, 1012]
ad-code: সি: ২৫২৫২৭/১৭ — [158, 1004, 222, 1014]
classified-ad — [640, 1509, 822, 1565]
headline-boro-math: বন্দরের মাঠে মাঠে — [1003, 133, 1130, 154]
classified-ad — [437, 165, 630, 269]
classified-ad — [48, 165, 224, 257]
classified-ad — [48, 1154, 224, 1210]
ad-code: সি: ২৫২৩৫৪/১৭ — [158, 659, 222, 669]
classified-ad — [640, 288, 822, 343]
pib-banner: গবেষণা প্রস্তাব আহ্বান — [1031, 1890, 1481, 1953]
ad-code: সি: ২৫২৬৯৮/১৭ — [757, 217, 820, 228]
office-title: Office of the Executive Engineer — [593, 1899, 816, 1916]
classified-ad — [437, 423, 630, 478]
classified-ad — [48, 852, 224, 908]
ad-text: মেশিন বিক্রয় : প্রায় নতুন একটি অটোমেটিক পলিথিন প্রিন্টিং মেশিন বিক্রয় হবে। ☎ ০১৯১১৫২৮৮২২ — [439, 482, 629, 517]
sign-email[interactable]: e-mail: xen.kishoreganj@lged.gov.bd — [780, 2329, 938, 2341]
ad-code: সি: ২৫২৬০৫/১৭ — [565, 704, 629, 715]
ad-text: দোকান বিক্রয় : ঢাকা-রংপুর মহাসড়কের পাশে দোকান বিক্রয় হবে। ☎ ০১৭৫২৯৭৬২৮২ — [642, 458, 820, 481]
ad-code: সি: ২৫২৪১৫/১৭ — [911, 574, 975, 585]
ad-text: ফ্ল্যাট বিক্রয় : বিশাল আকারের ৩২০০ বর্গফুট ফ্ল্যাট বিক্রয় হবে। গুলশান-২। ☎ ০১৭৪৯২৬৮৮৮৮ — [439, 327, 629, 363]
ad-text: মেশিনারিজ বিক্রয় : সুইং, প্রিন্টিং, ম্যাগ কাটার, ডাইং কারখানার মেশিনারিজ বিক্রয় হবে। ☎ ০১৭১২২৬৬৮৩০ — [439, 426, 629, 462]
classified-ad — [233, 585, 426, 640]
headline-chobi: ছবির দাম ৩৭৬১ — [844, 366, 963, 387]
classified-ad — [233, 165, 426, 220]
ad-code: সি: ২৫২৪৫৪/১৭ — [158, 948, 222, 959]
ad-text: জমি বিক্রয় : আশুলিয়ার প্রধান সড়কের পাশে বাণিজ্যিক জমি বিক্রয়। ☎ ০১৭২৬৪৫৫৫০১ — [642, 588, 820, 611]
govt-title: Government of the People's Republic of Bangladesh — [472, 1851, 937, 1875]
ad-code: সি: ২৫২৫৪৭/১৭ — [361, 625, 425, 635]
classified-ad — [831, 749, 976, 816]
classified-ad — [640, 541, 822, 585]
bibidh-header: বিবিধ — [640, 1359, 822, 1383]
classified-ad — [233, 1171, 426, 1214]
classified-ad — [48, 963, 224, 1019]
